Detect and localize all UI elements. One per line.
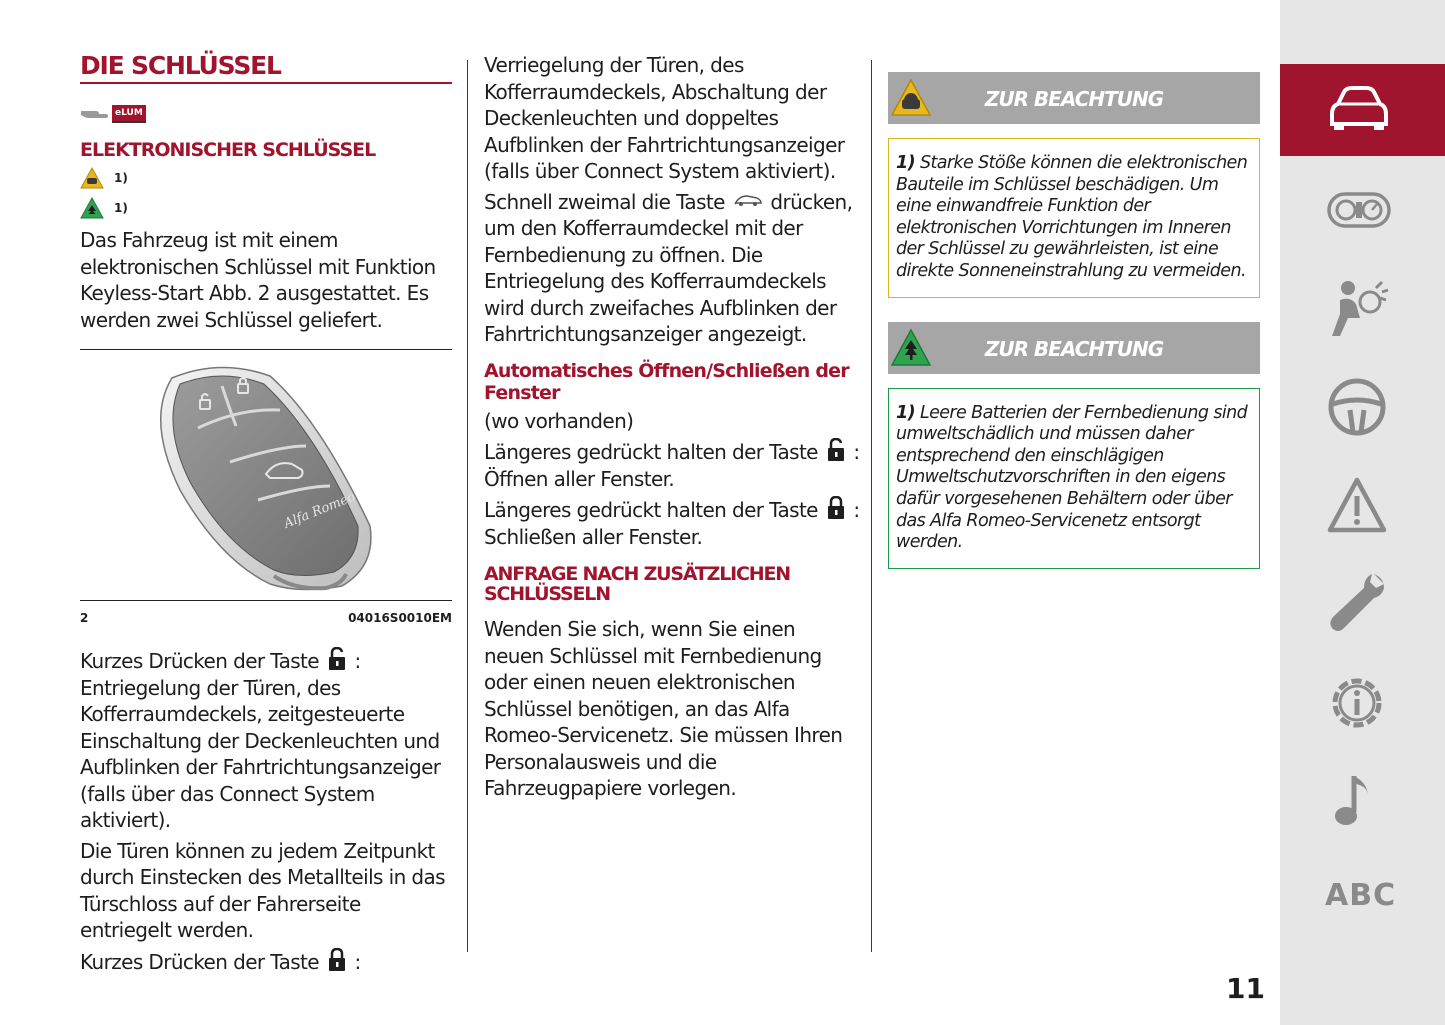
close-windows-text-b: :	[853, 498, 860, 522]
music-note-icon[interactable]	[1326, 772, 1388, 832]
figure-caption	[80, 611, 452, 625]
heading-windows: Automatisches Öffnen/Schließen der Fenster	[484, 359, 849, 404]
car-icon[interactable]	[1326, 84, 1390, 134]
figure-key	[80, 349, 452, 601]
lock-paragraph-start	[80, 948, 452, 976]
unlock-button-icon	[327, 647, 347, 671]
availability-note: (wo vorhanden)	[484, 408, 634, 433]
electronic-key-illustration	[80, 350, 452, 600]
figure-number: 2	[80, 611, 89, 625]
page-number: 11	[1226, 972, 1265, 1005]
close-windows-paragraph	[484, 496, 860, 550]
note1-text: Starke Stöße können die elektronischen Bauteile im Schlüssel beschädigen. Um eine einwandfreie Funktion der elektronischen Vorrichtungen im Inneren der Schlüssel zu gewährleisten, ist eine direkte Sonneneinstrahlung zu vermeiden.	[896, 153, 1248, 281]
intro-paragraph: Das Fahrzeug ist mit einem elektronischen Schlüssel mit Funktion Keyless-Start Abb. 2 ausgestattet. Es werden zwei Schlüssel geliefert.	[80, 228, 436, 332]
note2-title: ZUR BEACHTUNG	[984, 336, 1164, 361]
trunk-paragraph	[484, 189, 860, 348]
sidebar-abc-index[interactable]: ABC	[1325, 878, 1397, 913]
unlock-button-icon-2	[826, 438, 846, 462]
wrench-icon[interactable]	[1326, 570, 1388, 636]
key-brand-text: Alfa Romeo	[281, 489, 358, 532]
environment-ref-number: 1)	[114, 201, 128, 215]
warning-car-triangle-icon	[80, 167, 104, 189]
column-divider-2	[871, 60, 872, 952]
lock-text-a: Kurzes Drücken der Taste	[80, 949, 320, 974]
open-windows-text-a: Längeres gedrückt halten der Taste	[484, 440, 818, 464]
warning-ref-row	[80, 163, 452, 193]
close-windows-text-c: Schließen aller Fenster.	[484, 524, 703, 549]
lock-text-b: :	[354, 949, 361, 974]
lock-button-icon	[327, 948, 347, 972]
info-gear-icon[interactable]	[1326, 672, 1388, 734]
open-windows-text-b: :	[853, 440, 860, 464]
column-1	[80, 52, 452, 975]
doors-paragraph: Die Türen können zu jedem Zeitpunkt durch Einstecken des Metallteils in das Türschloss auf der Fahrerseite entriegelt werden.	[80, 838, 445, 942]
unlock-paragraph	[80, 647, 452, 834]
note2-header	[888, 322, 1260, 374]
environment-tree-triangle-icon	[80, 197, 104, 219]
open-windows-text-c: Öffnen aller Fenster.	[484, 466, 675, 491]
column-3	[888, 72, 1260, 569]
environment-ref-row	[80, 193, 452, 223]
note1-header	[888, 72, 1260, 124]
note1-body	[888, 138, 1260, 298]
column-divider-1	[467, 60, 468, 952]
extra-keys-paragraph: Wenden Sie sich, wenn Sie einen neuen Schlüssel mit Fernbedienung oder einen neuen elektronischen Schlüssel benötigen, an das Alfa Romeo-Servicenetz. Sie müssen Ihren Personalausweis und die Fahrzeugpapiere vorlegen.	[484, 617, 843, 800]
lock-paragraph-continued: Verriegelung der Türen, des Kofferraumdeckels, Abschaltung der Deckenleuchten und doppeltes Aufblinken der Fahrtrichtungsanzeiger (falls über Connect System aktiviert).	[484, 53, 845, 183]
heading-extra-keys: ANFRAGE NACH ZUSÄTZLICHEN SCHLÜSSELN	[484, 563, 790, 605]
elum-badge: eLUM	[112, 105, 146, 123]
pointing-hand-icon	[80, 106, 110, 122]
warning-ref-number: 1)	[114, 171, 128, 185]
note1-number: 1)	[896, 153, 915, 173]
close-windows-text-a: Längeres gedrückt halten der Taste	[484, 498, 818, 522]
note2-text: Leere Batterien der Fernbedienung sind umweltschädlich und müssen daher entsprechend den einschlägigen Umweltschutzvorschriften in den eigens dafür vorgesehenen Behältern oder über das Alfa Romeo-Servicenetz entsorgt werden.	[896, 402, 1248, 553]
airbag-person-icon[interactable]	[1326, 278, 1390, 340]
section-title: DIE SCHLÜSSEL	[80, 52, 452, 84]
subheading-electronic-key: ELEKTRONISCHER SCHLÜSSEL	[80, 139, 376, 161]
warning-triangle-icon[interactable]	[1326, 476, 1388, 534]
open-windows-paragraph	[484, 438, 860, 492]
elum-indicator	[80, 102, 452, 126]
dashboard-icon[interactable]	[1326, 188, 1392, 232]
unlock-text-c: Entriegelung der Türen, des Kofferraumdeckels, zeitgesteuerte Einschaltung der Deckenleuchten und Aufblinken der Fahrtrichtungsanzeiger (falls über das Connect System aktiviert).	[80, 675, 441, 832]
column-2	[484, 52, 860, 802]
unlock-text-a: Kurzes Drücken der Taste	[80, 649, 320, 673]
note1-title: ZUR BEACHTUNG	[984, 87, 1164, 111]
lock-button-icon-2	[826, 496, 846, 520]
steering-wheel-icon[interactable]	[1326, 376, 1388, 438]
figure-code: 04016S0010EM	[348, 611, 452, 625]
trunk-text-b: drücken, um den Kofferraumdeckel mit der Fernbedienung zu öffnen. Die Entriegelung des Kofferraumdeckels wird durch zweifaches Aufblinken der Fahrtrichtungsanzeiger angezeigt.	[484, 189, 853, 346]
unlock-text-b: :	[354, 649, 361, 673]
trunk-button-icon	[733, 192, 763, 208]
note2-number: 1)	[896, 402, 915, 423]
chapter-sidebar	[1280, 0, 1445, 1025]
note2-body	[888, 388, 1260, 569]
trunk-text-a: Schnell zweimal die Taste	[484, 189, 725, 214]
